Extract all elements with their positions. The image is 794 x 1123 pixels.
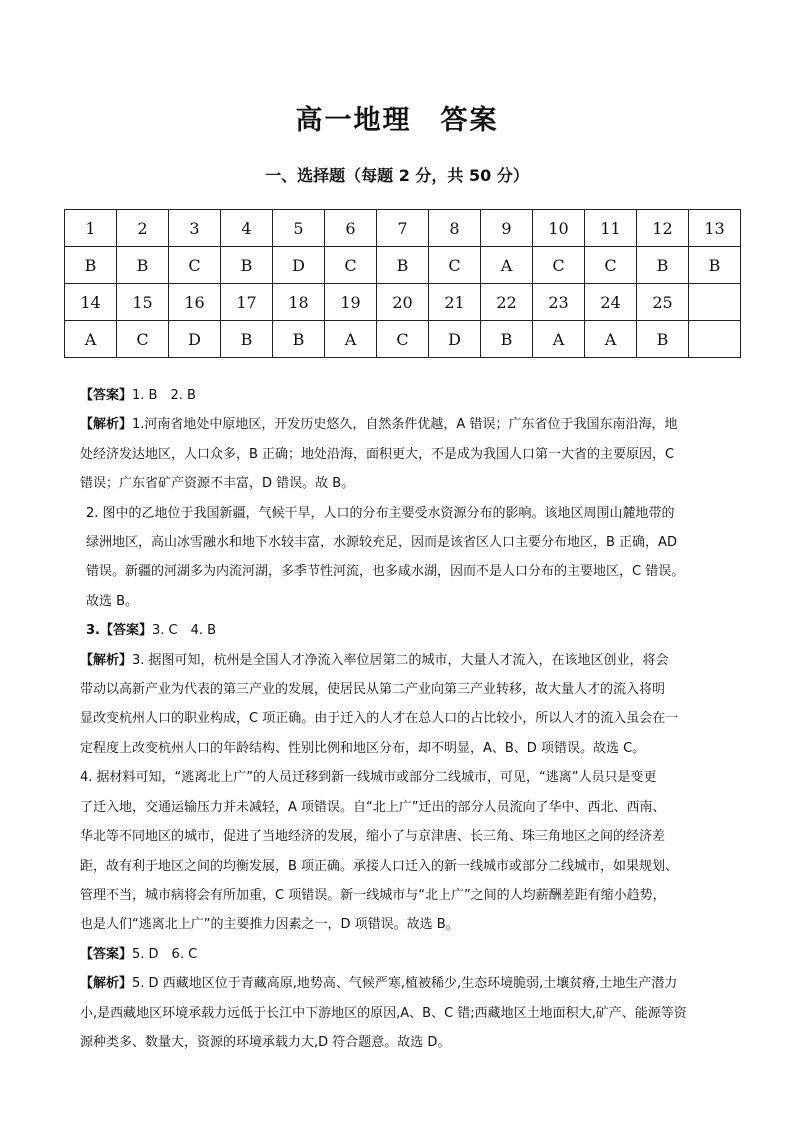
table-cell: C xyxy=(429,247,481,284)
table-cell: B xyxy=(481,321,533,358)
table-cell: 20 xyxy=(377,284,429,321)
table-cell: 1 xyxy=(65,210,117,247)
table-cell: C xyxy=(169,247,221,284)
text-line: 管理不当，城市病将会有所加重，C 项错误。新一线城市与“北上广”之间的人均薪酬差距有缩小趋势， xyxy=(80,887,666,903)
table-cell: 16 xyxy=(169,284,221,321)
table-cell: B xyxy=(117,247,169,284)
text-line: 显改变杭州人口的职业构成，C 项正确。由于迁入的人才在总人口的占比较小，所以人才的流入虽会在一 xyxy=(80,711,679,727)
answer-table xyxy=(64,209,741,358)
table-cell: D xyxy=(429,321,481,358)
text-line: 华北等不同地区的城市，促进了当地经济的发展，缩小了与京津唐、长三角、珠三角地区之间的经济差 xyxy=(80,829,666,845)
table-cell: C xyxy=(585,247,637,284)
table-cell: C xyxy=(117,321,169,358)
table-cell: 14 xyxy=(65,284,117,321)
table-cell: D xyxy=(169,321,221,358)
table-cell: 17 xyxy=(221,284,273,321)
table-cell: 4 xyxy=(221,210,273,247)
section-heading: 一、选择题（每题 2 分，共 50 分） xyxy=(265,166,529,185)
text-line: 小,是西藏地区环境承载力远低于长江中下游地区的原因,A、B、C 错;西藏地区土地面积大,矿产、能源等资 xyxy=(80,1005,687,1021)
table-cell: A xyxy=(65,321,117,358)
table-cell: D xyxy=(273,247,325,284)
text-line: 绿洲地区，高山冰雪融水和地下水较丰富，水源较充足，因而是该省区人口主要分布地区，B 正确，AD xyxy=(86,535,677,551)
table-cell: B xyxy=(65,247,117,284)
answer-line: 【答案】1. B 2. B xyxy=(80,388,196,403)
table-cell: 21 xyxy=(429,284,481,321)
page-title: 高一地理 答案 xyxy=(295,105,499,136)
table-cell: 22 xyxy=(481,284,533,321)
text-line: 了迁入地，交通运输压力并未减轻，A 项错误。自“北上广”迁出的部分人员流向了华中、西北、西南、 xyxy=(80,799,666,815)
text-line: 错误；广东省矿产资源不丰富，D 错误。故 B。 xyxy=(80,476,355,492)
text-line: 错误。新疆的河湖多为内流河湖，多季节性河流，也多咸水湖，因而不是人口分布的主要地区，C 错误。 xyxy=(86,564,685,580)
text-line: 4. 据材料可知，“逃离北上广”的人员迁移到新一线城市或部分二线城市，可见，“逃离”人员只是变更 xyxy=(80,770,657,786)
text-line: 带动以高新产业为代表的第三产业的发展，使居民从第二产业向第三产业转移，故大量人才的流入将明 xyxy=(80,682,666,698)
table-cell: 24 xyxy=(585,284,637,321)
table-cell: 3 xyxy=(169,210,221,247)
table-cell xyxy=(689,321,741,358)
table-row xyxy=(65,247,741,284)
table-cell: B xyxy=(377,247,429,284)
table-cell: 5 xyxy=(273,210,325,247)
table-cell: 11 xyxy=(585,210,637,247)
text-line: 2. 图中的乙地位于我国新疆，气候干旱，人口的分布主要受水资源分布的影响。该地区周围山麓地带的 xyxy=(86,505,675,521)
table-cell: A xyxy=(481,247,533,284)
table-cell: 6 xyxy=(325,210,377,247)
text-line: 源种类多、数量大，资源的环境承载力大,D 符合题意。故选 D。 xyxy=(80,1034,451,1050)
text-line: 也是人们“逃离北上广”的主要推力因素之一，D 项错误。故选 B。 xyxy=(80,917,459,933)
text-line: 处经济发达地区，人口众多，B 正确；地处沿海，面积更大，不是成为我国人口第一大省的主要原因，C xyxy=(80,446,675,462)
table-cell: 18 xyxy=(273,284,325,321)
table-cell: 15 xyxy=(117,284,169,321)
table-cell: A xyxy=(325,321,377,358)
table-cell: 7 xyxy=(377,210,429,247)
table-cell: 10 xyxy=(533,210,585,247)
text-line: 距，故有利于地区之间的均衡发展，B 项正确。承接人口迁入的新一线城市或部分二线城市，如果规划、 xyxy=(80,858,679,874)
text-line: 定程度上改变杭州人口的年龄结构、性别比例和地区分布，却不明显，A、B、D 项错误。故选 C。 xyxy=(80,740,646,756)
answer-line: 3.【答案】3. C 4. B xyxy=(86,623,217,639)
analysis-line: 【解析】5. D 西藏地区位于青藏高原,地势高、气候严寒,植被稀少,生态环境脆弱,土壤贫瘠,土地生产潜力 xyxy=(80,976,678,992)
table-cell: B xyxy=(637,247,689,284)
table-cell: 25 xyxy=(637,284,689,321)
table-cell: B xyxy=(273,321,325,358)
table-cell: B xyxy=(221,247,273,284)
table-cell: C xyxy=(325,247,377,284)
table-row xyxy=(65,210,741,247)
table-cell: C xyxy=(533,247,585,284)
table-cell: 8 xyxy=(429,210,481,247)
table-cell: B xyxy=(221,321,273,358)
explanation-body xyxy=(80,381,718,1057)
table-cell: B xyxy=(689,247,741,284)
table-cell: 23 xyxy=(533,284,585,321)
table-cell: A xyxy=(533,321,585,358)
table-row xyxy=(65,321,741,358)
table-cell: 13 xyxy=(689,210,741,247)
text-line: 故选 B。 xyxy=(86,593,139,609)
table-cell: 12 xyxy=(637,210,689,247)
table-cell: A xyxy=(585,321,637,358)
table-cell: 2 xyxy=(117,210,169,247)
table-cell: B xyxy=(637,321,689,358)
analysis-line: 【解析】3. 据图可知，杭州是全国人才净流入率位居第二的城市，大量人才流入，在该地区创业，将会 xyxy=(80,652,669,668)
table-cell xyxy=(689,284,741,321)
table-cell: 19 xyxy=(325,284,377,321)
table-cell: 9 xyxy=(481,210,533,247)
table-row xyxy=(65,284,741,321)
answer-line: 【答案】5. D 6. C xyxy=(80,946,198,962)
table-cell: C xyxy=(377,321,429,358)
analysis-line: 【解析】1.河南省地处中原地区，开发历史悠久，自然条件优越，A 错误；广东省位于我国东南沿海，地 xyxy=(80,417,678,433)
